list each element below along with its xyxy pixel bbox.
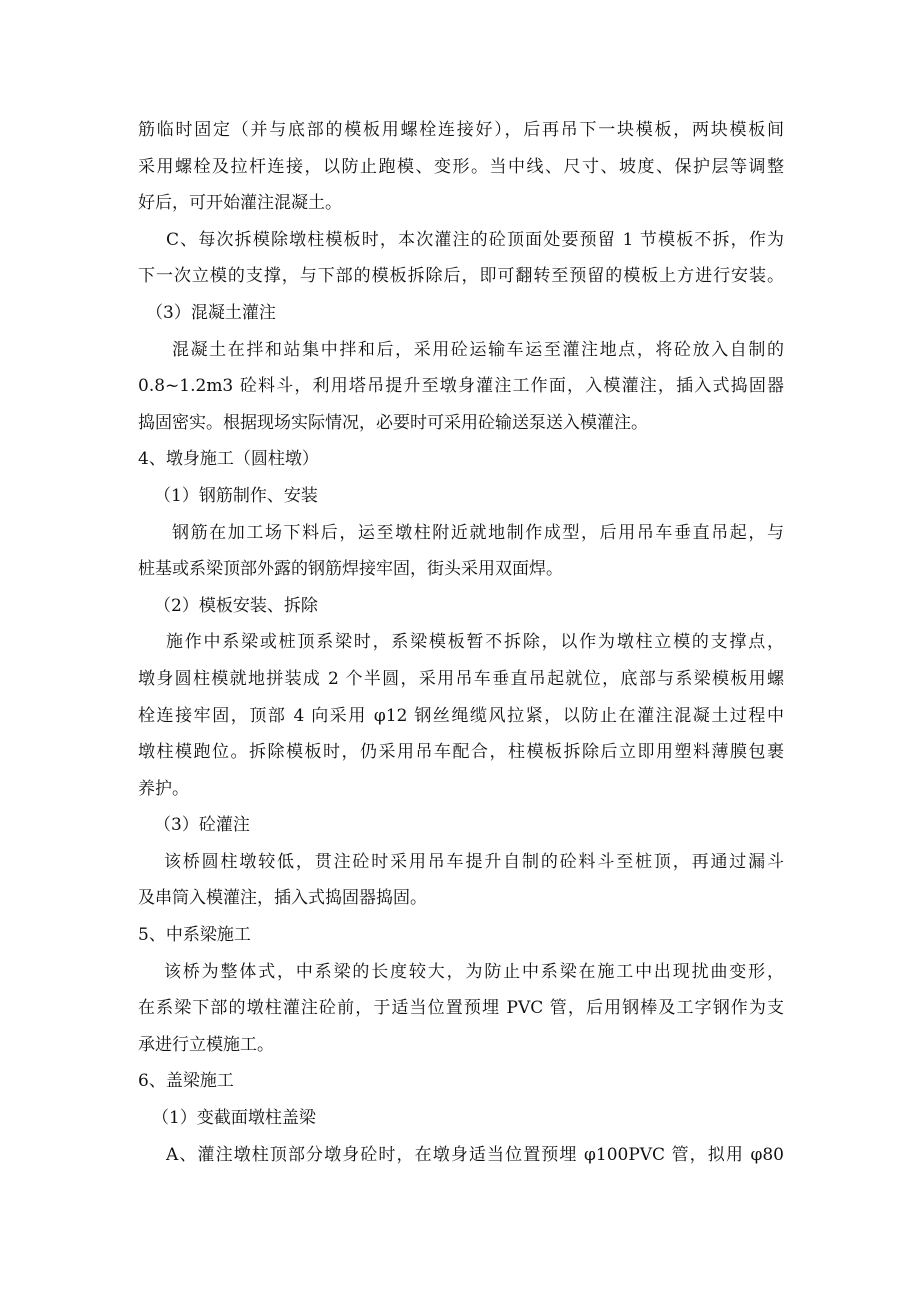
text-line: A、灌注墩柱顶部分墩身砼时，在墩身适当位置预埋 φ100PVC 管，拟用 φ80 [166,1144,784,1165]
text-line: 6、盖梁施工 [138,1071,234,1092]
text-line: 4、墩身施工（圆柱墩） [138,449,319,470]
text-line: （1）变截面墩柱盖梁 [152,1108,316,1129]
text-line: （2）模板安装、拆除 [154,595,318,616]
text-line: 墩柱模跑位。拆除模板时，仍采用吊车配合，柱模板拆除后立即用塑料薄膜包裹 [138,742,784,763]
text-line: （3）砼灌注 [154,815,250,836]
text-line: 5、中系梁施工 [138,925,251,946]
text-line: 该桥圆柱墩较低，贯注砼时采用吊车提升自制的砼料斗至桩顶，再通过漏斗 [164,851,784,872]
text-line: 桩基或系梁顶部外露的钢筋焊接牢固，街头采用双面焊。 [138,559,563,580]
text-line: （1）钢筋制作、安装 [154,485,318,506]
text-line: 及串筒入模灌注，插入式捣固器捣固。 [138,888,427,909]
text-line: （3）混凝土灌注 [146,302,276,323]
text-line: 捣固密实。根据现场实际情况，必要时可采用砼输送泵送入模灌注。 [138,412,648,433]
text-line: 好后，可开始灌注混凝土。 [138,193,342,214]
text-line: 下一次立模的支撑，与下部的模板拆除后，即可翻转至预留的模板上方进行安装。 [138,266,784,287]
text-line: 该桥为整体式，中系梁的长度较大，为防止中系梁在施工中出现扰曲变形， [164,961,784,982]
text-line: 在系梁下部的墩柱灌注砼前，于适当位置预埋 PVC 管，后用钢棒及工字钢作为支 [138,998,784,1019]
text-line: 养护。 [138,778,189,799]
text-line: C、每次拆模除墩柱模板时，本次灌注的砼顶面处要预留 1 节模板不拆，作为 [166,229,784,250]
document-body [138,112,784,1173]
text-line: 0.8~1.2m3 砼料斗，利用塔吊提升至墩身灌注工作面，入模灌注，插入式捣固器 [138,376,784,397]
text-line: 采用螺栓及拉杆连接，以防止跑模、变形。当中线、尺寸、坡度、保护层等调整 [138,156,784,177]
text-line: 墩身圆柱模就地拼装成 2 个半圆，采用吊车垂直吊起就位，底部与系梁模板用螺 [138,668,784,689]
text-line: 混凝土在拌和站集中拌和后，采用砼运输车运至灌注地点，将砼放入自制的 [172,339,784,360]
text-line: 筋临时固定（并与底部的模板用螺栓连接好），后再吊下一块模板，两块模板间 [138,120,784,140]
text-line: 承进行立模施工。 [138,1034,274,1055]
text-line: 施作中系梁或桩顶系梁时，系梁模板暂不拆除，以作为墩柱立模的支撑点， [166,632,784,653]
text-line: 栓连接牢固，顶部 4 向采用 φ12 钢丝绳缆风拉紧，以防止在灌注混凝土过程中 [138,705,784,726]
text-line: 钢筋在加工场下料后，运至墩柱附近就地制作成型，后用吊车垂直吊起，与 [172,522,784,543]
